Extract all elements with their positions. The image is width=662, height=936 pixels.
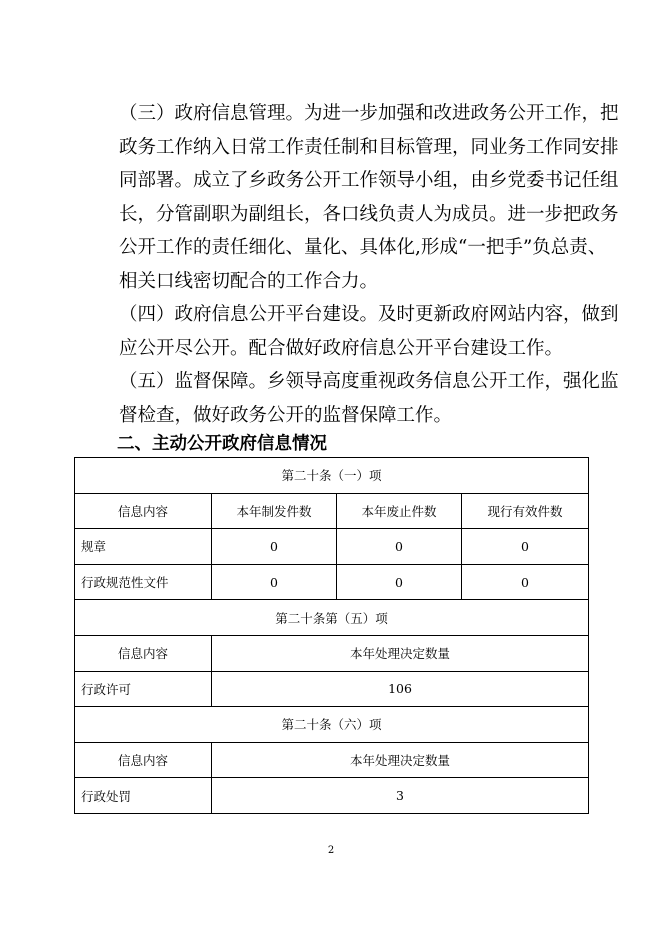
paragraph-supervision: （五）监督保障。乡领导高度重视政务信息公开工作，强化监督检查，做好政务公开的监督保障工作。: [119, 371, 619, 426]
row-label: 规章: [75, 529, 212, 565]
cell-valid: 0: [462, 564, 589, 600]
table-section-row: [75, 458, 589, 494]
cell-abolished: 0: [337, 529, 462, 565]
table-section-title: 第二十条（六）项: [75, 707, 589, 743]
table-section-title: 第二十条第（五）项: [75, 600, 589, 636]
table-section-row: [75, 600, 589, 636]
table-section-title: 第二十条（一）项: [75, 458, 589, 494]
header-issued: 本年制发件数: [212, 493, 337, 529]
table-row: [75, 529, 589, 565]
table-header-row: [75, 742, 589, 778]
cell-issued: 0: [212, 529, 337, 565]
cell-decision-count: 3: [212, 778, 589, 814]
table-row: [75, 778, 589, 814]
row-label: 行政处罚: [75, 778, 212, 814]
disclosure-table: [74, 457, 589, 814]
header-info-content: 信息内容: [75, 742, 212, 778]
page-number: 2: [327, 845, 335, 856]
header-info-content: 信息内容: [75, 635, 212, 671]
table-section-row: [75, 707, 589, 743]
table-header-row: [75, 635, 589, 671]
header-valid: 现行有效件数: [462, 493, 589, 529]
header-decision-count: 本年处理决定数量: [212, 635, 589, 671]
table-header-row: [75, 493, 589, 529]
cell-valid: 0: [462, 529, 589, 565]
paragraph-info-management: （三）政府信息管理。为进一步加强和改进政务公开工作，把政务工作纳入日常工作责任制和目标管理，同业务工作同安排同部署。成立了乡政务公开工作领导小组，由乡党委书记任组长，分管副职为副组长，各口线负责人为成员。进一步把政务公开工作的责任细化、量化、具体化,形成“一把手”负总责、相关口线密切配合的工作合力。: [119, 103, 619, 292]
row-label: 行政许可: [75, 671, 212, 707]
section-heading: 二、主动公开政府信息情况: [117, 434, 327, 454]
row-label: 行政规范性文件: [75, 564, 212, 600]
header-decision-count: 本年处理决定数量: [212, 742, 589, 778]
table-row: [75, 564, 589, 600]
cell-decision-count: 106: [212, 671, 589, 707]
header-info-content: 信息内容: [75, 493, 212, 529]
cell-issued: 0: [212, 564, 337, 600]
header-abolished: 本年废止件数: [337, 493, 462, 529]
table-row: [75, 671, 589, 707]
cell-abolished: 0: [337, 564, 462, 600]
paragraph-platform-construction: （四）政府信息公开平台建设。及时更新政府网站内容，做到应公开尽公开。配合做好政府信息公开平台建设工作。: [119, 304, 619, 359]
